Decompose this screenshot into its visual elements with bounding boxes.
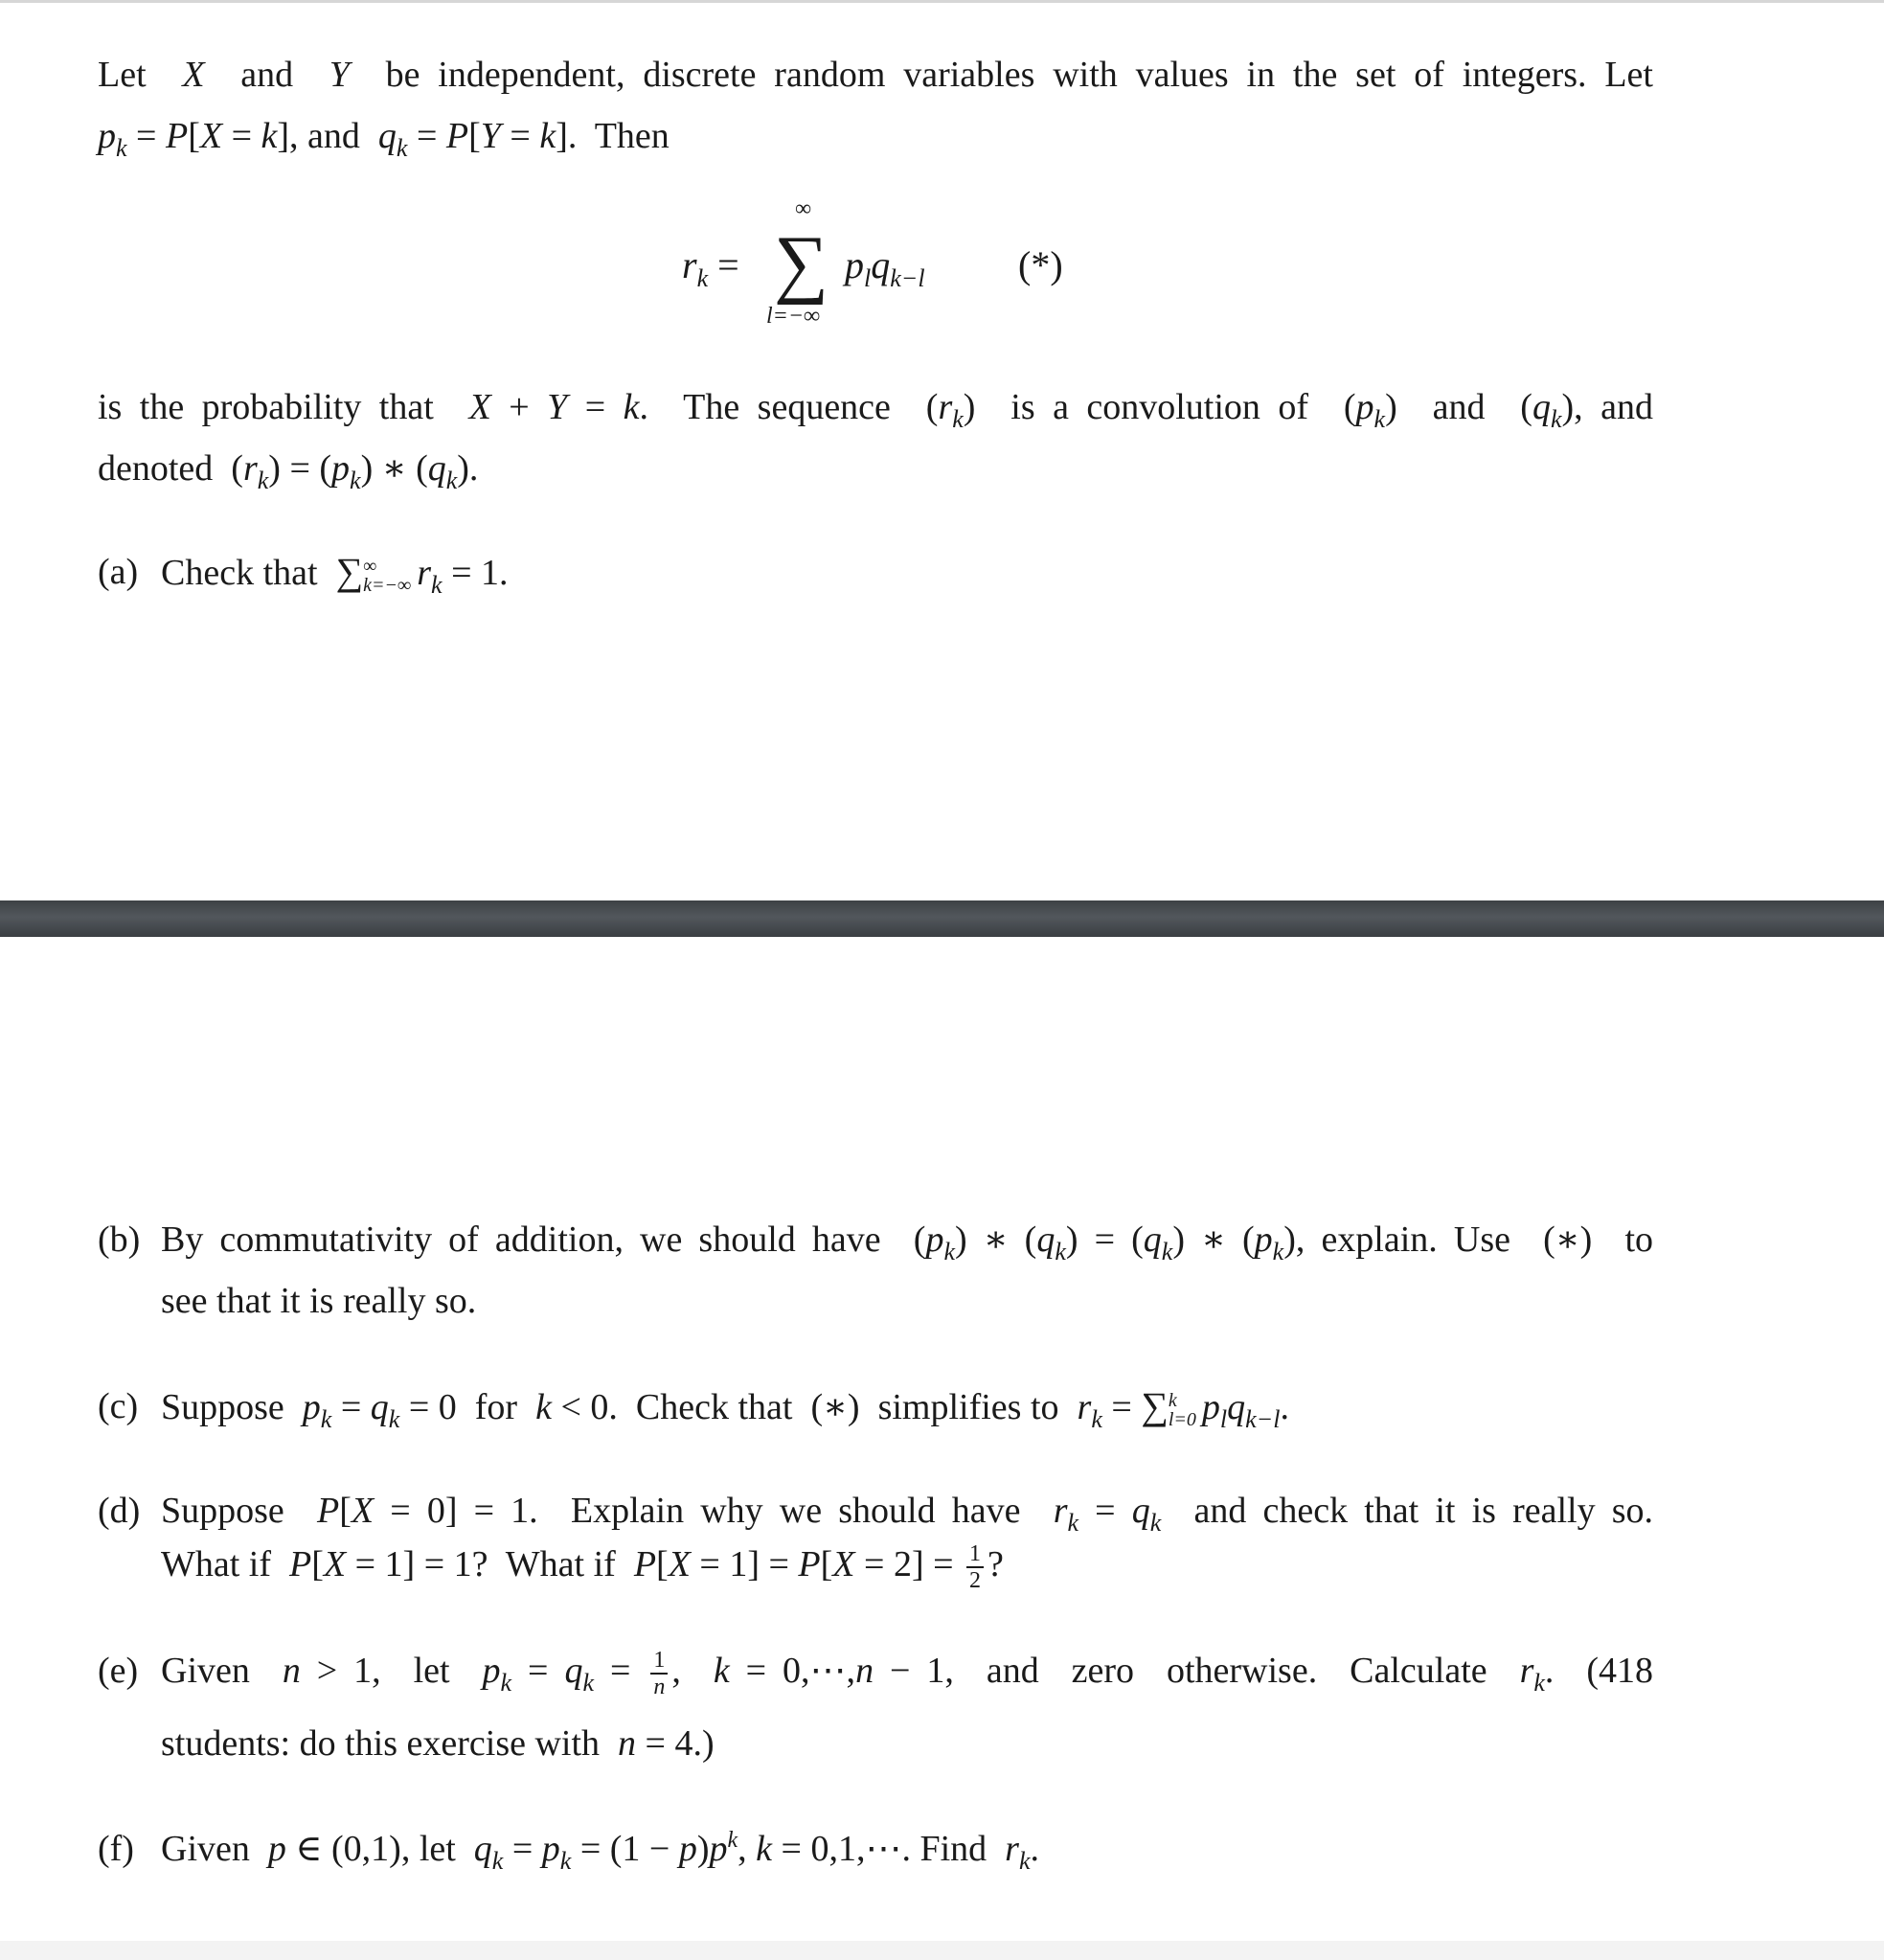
item-b-label: (b) [98, 1219, 141, 1260]
item-a-label: (a) [98, 552, 139, 592]
sigma-symbol: ∑ [774, 221, 829, 306]
item-e-label: (e) [98, 1651, 139, 1691]
item-c-label: (c) [98, 1386, 139, 1426]
intro-line-2: $p_k = P[X = k]$, and $q_k = P[Y = k]$. Then [98, 116, 670, 162]
item-d-label: (d) [98, 1491, 141, 1531]
item-d: (d) Suppose P[X = 0] = 1. Explain why we should have $r_k = q_k$ and check that it is really so. What if P[X = 1] = 1? What if P[X = 1] = P[X = 2] = $\frac{1}{2}$ ? [98, 1480, 1653, 1595]
equation-summand: $p_lq_{k-l}$ [845, 243, 925, 292]
page-bottom-band [0, 1941, 1884, 1960]
page-break-separator [0, 900, 1884, 937]
item-c: (c) Suppose $p_k = q_k = 0$ for k < 0. Check that (∗) simplifies to $r_k = \sum k$ l=0 $p_lq_{k-l}$. [98, 1376, 1653, 1438]
item-b: (b) By commutativity of addition, we should have $(p_k)$ ∗ $(q_k) = (q_k)$ ∗ $(p_k)$, explain. Use (∗) to see that it is really so. [98, 1209, 1653, 1332]
item-e: (e) Given n > 1, let $p_k = q_k$ = $\frac{1}{n}$ , k = 0,⋯,n − 1, and zero otherwise. Calculate $r_k$. (418 students: do this exercise with n = 4.) [98, 1640, 1653, 1774]
item-a: (a) Check that ∑∞ k=−∞ $r_k = 1$. [98, 541, 1653, 604]
item-f-label: (f) [98, 1829, 134, 1869]
after-eq-line-1: is the probability that X + Y = k. The sequence $(r_k)$ is a convolution of $(p_k)$ and $(q_k)$, and [98, 387, 1653, 433]
sum-upper-limit: ∞ [795, 196, 812, 221]
equation-tag: (*) [1018, 243, 1063, 286]
sum-lower-limit: l=−∞ [766, 304, 821, 329]
item-f: (f) Given p ∈ (0,1), let $q_k = p_k = (1 - p)p^k$, k = 0,1,⋯. Find $r_k$. [98, 1818, 1653, 1880]
after-eq-line-2: denoted $(r_k) = (p_k)$ ∗ $(q_k)$. [98, 448, 479, 494]
intro-line-1: Let X and Y be independent, discrete random variables with values in the set of integers. Let [98, 55, 1653, 95]
page-2 [0, 937, 1884, 1960]
equation-lhs: $r_k$ = [682, 243, 739, 292]
